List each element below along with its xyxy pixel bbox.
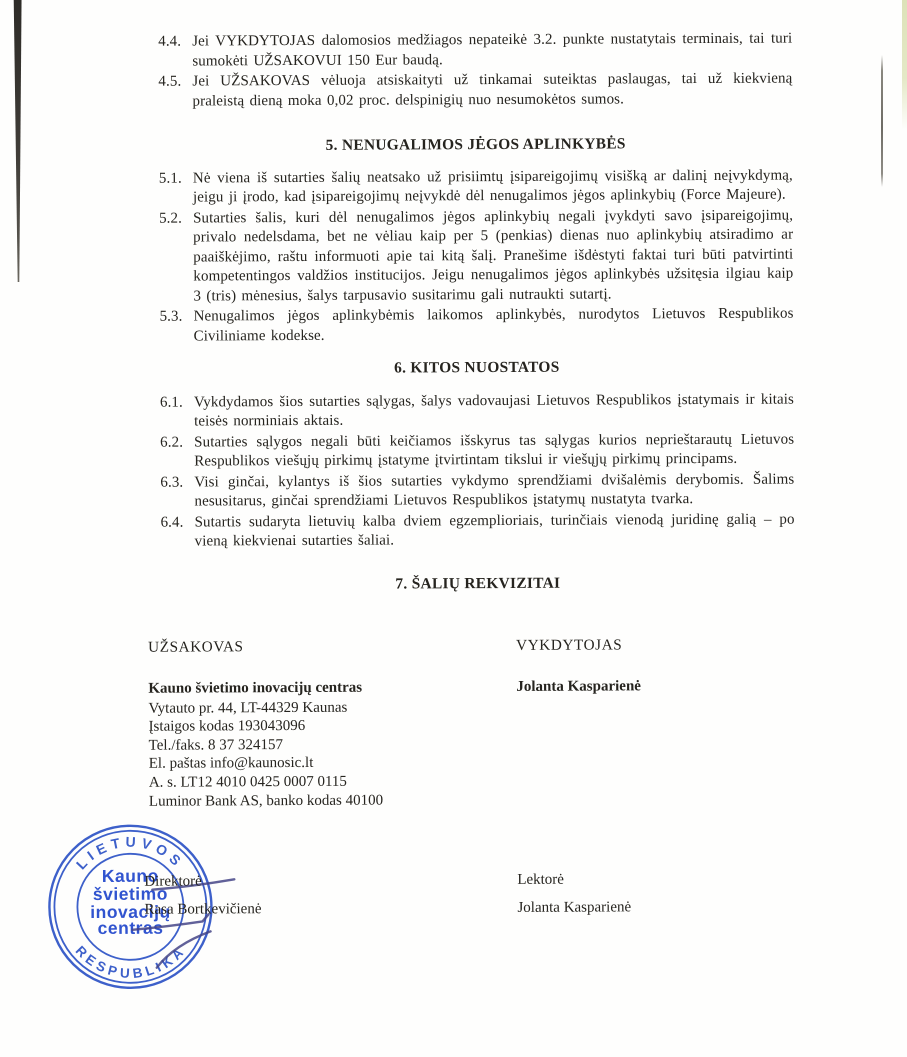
clause-text: Sutarties šalis, kuri dėl nenugalimos jėgos aplinkybių negali įvykdyti savo įsipareigojimų, privalo nedelsdama, bet ne vėliau kaip per 5 (penkias) dienas nuo aplinkybių atsiradimo ar paaiškėjimo, raštu informuoti apie tai kitą šalį. Pranešime išdėstyti faktai turi būti patvirtinti kompetentingos valdžios institucijos. Jeigu nenugalimos jėgos aplinkybės užsitęsia ilgiau kaip 3 (tris) mėnesius, šalys tarpusavio susitarimu gali nutraukti sutartį.	[193, 207, 794, 304]
contractor-column	[516, 635, 907, 809]
clause-6-4	[161, 510, 795, 552]
clause-5-3	[159, 305, 793, 347]
client-company-code: Įstaigos kodas 193043096	[148, 718, 306, 735]
client-signature	[144, 866, 517, 924]
client-name: Kauno švietimo inovacijų centras	[148, 679, 363, 697]
client-bank: Luminor Bank AS, banko kodas 40100	[148, 792, 384, 810]
client-role-label: UŽSAKOVAS	[148, 638, 244, 656]
clause-number: 6.2.	[160, 434, 184, 451]
clause-text: Nenugalimos jėgos aplinkybėmis laikomos aplinkybės, nurodytos Lietuvos Respublikos Civiliniame kodekse.	[193, 305, 794, 344]
clause-number: 4.4.	[158, 33, 182, 50]
clause-number: 6.3.	[160, 474, 184, 491]
stamp-arc-top-text: LIETUVOS	[72, 833, 188, 873]
clause-text: Jei VYKDYTOJAS dalomosios medžiagos nepateikė 3.2. punkte nustatytais terminais, tai turi sumokėti UŽSAKOVUI 150 Eur baudą.	[192, 30, 793, 69]
clause-text: Nė viena iš sutarties šalių neatsako už prisiimtų įsipareigojimų visišką ar dalinį neįvykdymą, jeigu ji įrodo, kad įsipareigojimų neįvykdė dėl nenugalimos jėgos aplinkybių (Force Majeure).	[192, 167, 793, 206]
stamp-arc-bottom-text: RESPUBLIKA	[72, 942, 189, 982]
scan-artifact-right-strip	[902, 0, 907, 130]
client-address: Vytauto pr. 44, LT-44329 Kaunas	[148, 699, 348, 717]
scan-artifact-right-line	[881, 55, 883, 187]
signature-block	[4, 864, 907, 924]
contractor-signature	[517, 864, 907, 922]
client-signer-title: Direktorė	[144, 873, 202, 890]
clause-text: Vykdydamos šios sutarties sąlygas, šalys vadovaujasi Lietuvos Respublikos įstatymais ir kitais teisės norminiais aktais.	[193, 391, 794, 430]
stamp-center-line-2: švietimo	[92, 883, 168, 904]
contractor-role-label: VYKDYTOJAS	[516, 636, 623, 654]
clause-5-2	[159, 206, 793, 307]
clause-number: 6.4.	[160, 514, 184, 531]
clause-5-1	[159, 166, 793, 208]
clause-text: Jei UŽSAKOVAS vėluoja atsiskaityti už tinkamai suteiktas paslaugas, tai už kiekvieną praleistą dieną moka 0,02 proc. delspinigių nuo nesumokėtos sumos.	[192, 70, 793, 109]
client-email: El. paštas info@kaunosic.lt	[148, 755, 314, 773]
section-heading-7: 7. ŠALIŲ REKVIZITAI	[395, 574, 561, 593]
clause-4-5	[158, 70, 792, 112]
client-account: A. s. LT12 4010 0425 0007 0115	[148, 773, 347, 791]
clause-text: Sutarties sąlygos negali būti keičiamos išskyrus tas sąlygas kurios neprieštarautų Lietuvos Respublikos viešųjų pirkimų įstatyme įtvirtintam tikslui ir viešųjų pirkimų principams.	[194, 431, 795, 470]
stamp-center-line-1: Kauno	[101, 865, 159, 886]
contractor-signer-name: Jolanta Kasparienė	[517, 899, 632, 917]
stamp-center-line-4: centras	[97, 917, 164, 938]
section-heading-6: 6. KITOS NUOSTATOS	[394, 358, 560, 377]
clause-text: Visi ginčai, kylantys iš šios sutarties vykdymo sprendžiami dvišalėmis derybomis. Šalims nesusitarus, ginčai sprendžiami Lietuvos Respublikos įstatymų nustatyta tvarka.	[194, 471, 795, 510]
stamp-center-line-3: inovacijų	[90, 901, 171, 923]
clause-number: 6.1.	[159, 394, 183, 411]
clause-number: 5.3.	[159, 308, 183, 325]
contractor-name: Jolanta Kasparienė	[516, 678, 641, 695]
clause-6-3	[160, 470, 794, 512]
clause-number: 5.2.	[159, 210, 183, 227]
clause-4-4	[158, 30, 792, 72]
clause-6-2	[160, 430, 794, 472]
clause-6-1	[160, 390, 794, 432]
section-heading-5: 5. NENUGALIMOS JĖGOS APLINKYBĖS	[325, 135, 626, 154]
clause-number: 4.5.	[158, 73, 182, 90]
contractor-signer-title: Lektorė	[517, 871, 564, 889]
clause-text: Sutartis sudaryta lietuvių kalba dviem egzemplioriais, turinčiais vienodą juridinę galią – po vieną kiekvienai sutarties šaliai.	[194, 511, 795, 550]
client-signer-name: Rasa Bortkevičienė	[144, 901, 262, 918]
client-phone: Tel./faks. 8 37 324157	[148, 736, 284, 754]
parties-requisites	[3, 635, 907, 812]
clause-number: 5.1.	[158, 170, 182, 187]
client-column	[148, 637, 517, 811]
